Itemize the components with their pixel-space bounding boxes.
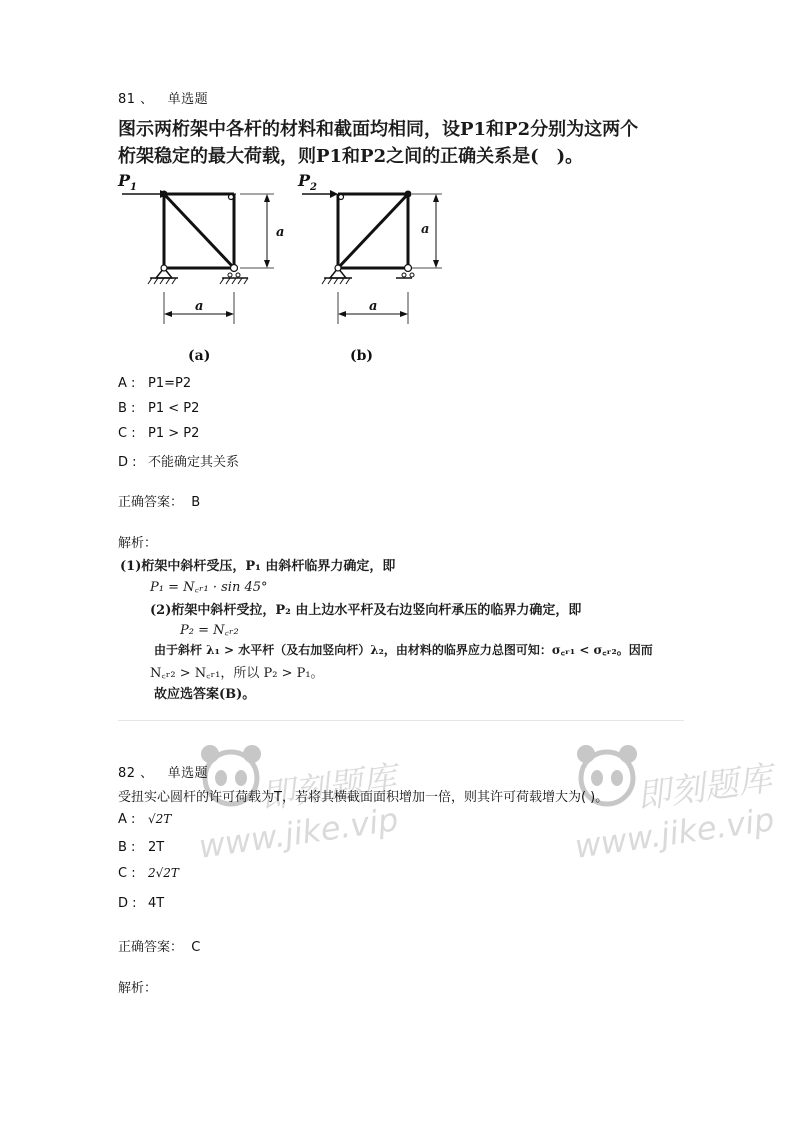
- q81-stem-line2: 桁架稳定的最大荷载，则P1和P2之间的正确关系是( )。: [118, 146, 584, 167]
- q81-stem: [118, 116, 684, 170]
- q81-answer: 正确答案： B: [118, 495, 201, 510]
- watermark-url-right: www.jike.vip: [572, 800, 777, 866]
- q81-answer-value: B: [191, 495, 201, 510]
- q82-answer: 正确答案： C: [118, 940, 201, 955]
- q82-option-d[interactable]: D : 4T: [118, 896, 165, 911]
- watermark-left: [196, 740, 416, 880]
- q81-analysis-line5: 由于斜杆 λ₁ > 水平杆（及右加竖向杆）λ₂，由材料的临界应力总图可知：σ꜀ᵣ₁ < σ꜀ᵣ₂。因而: [154, 643, 653, 657]
- q81-header: [118, 88, 684, 107]
- q81-analysis-line7: 故应选答案(B)。: [154, 687, 256, 702]
- q81-option-d[interactable]: D : 不能确定其关系: [118, 455, 240, 470]
- q81-number: 81 、: [118, 92, 154, 107]
- fig-b-caption: (b): [350, 348, 374, 364]
- fig-a-load-label: $P_1$: [118, 171, 137, 193]
- q82-stem: 受扭实心圆杆的许可荷载为T，若将其横截面面积增加一倍，则其许可荷载增大为( )。: [118, 790, 609, 805]
- fig-b-side-dimension: [412, 190, 452, 270]
- q81-analysis-line1: (1)桁架中斜杆受压，P₁ 由斜杆临界力确定，即: [120, 559, 396, 574]
- q81-analysis-line4: P₂ = N꜀ᵣ₂: [180, 623, 239, 638]
- q81-analysis-line2: P₁ = N꜀ᵣ₁ · sin 45°: [150, 580, 268, 595]
- question-divider: [118, 720, 684, 721]
- truss-figures: [112, 168, 412, 374]
- q82-header: [118, 762, 684, 781]
- fig-b-dim-side: a: [421, 222, 430, 237]
- q82-analysis-label: 解析：: [118, 981, 158, 996]
- q81-type: 单选题: [167, 92, 209, 107]
- q81-analysis-line3: (2)桁架中斜杆受拉，P₂ 由上边水平杆及右边竖向杆承压的临界力确定，即: [150, 603, 582, 618]
- fig-b-load-label: $P_2$: [298, 171, 317, 193]
- q82-type: 单选题: [167, 766, 209, 781]
- q81-option-c[interactable]: C : P1 > P2: [118, 426, 200, 441]
- fig-a-dim-side: a: [276, 225, 285, 240]
- watermark-brand-right: 即刻题库: [634, 758, 775, 818]
- q82-number: 82 、: [118, 766, 154, 781]
- q81-analysis-line6: N꜀ᵣ₂ > N꜀ᵣ₁，所以 P₂ > P₁。: [150, 666, 324, 681]
- fig-b-dim-bottom: a: [369, 299, 378, 314]
- watermark-right: [572, 740, 777, 880]
- q81-analysis-label: 解析：: [118, 536, 158, 551]
- watermark-url: www.jike.vip: [196, 800, 401, 866]
- q81-option-a[interactable]: A : P1=P2: [118, 376, 192, 391]
- fig-a-caption: (a): [188, 348, 211, 364]
- watermark-brand: 即刻题库: [258, 758, 399, 818]
- q82-option-a[interactable]: A : √2T: [118, 812, 172, 827]
- q82-answer-value: C: [191, 940, 201, 955]
- q82-option-b[interactable]: B : 2T: [118, 840, 165, 855]
- q81-option-b[interactable]: B : P1 < P2: [118, 401, 200, 416]
- q81-stem-line1: 图示两桁架中各杆的材料和截面均相同，设P1和P2分别为这两个: [118, 119, 639, 140]
- truss-b: [302, 190, 414, 324]
- fig-a-dim-bottom: a: [195, 299, 204, 314]
- q82-option-c[interactable]: C : 2√2T: [118, 866, 179, 881]
